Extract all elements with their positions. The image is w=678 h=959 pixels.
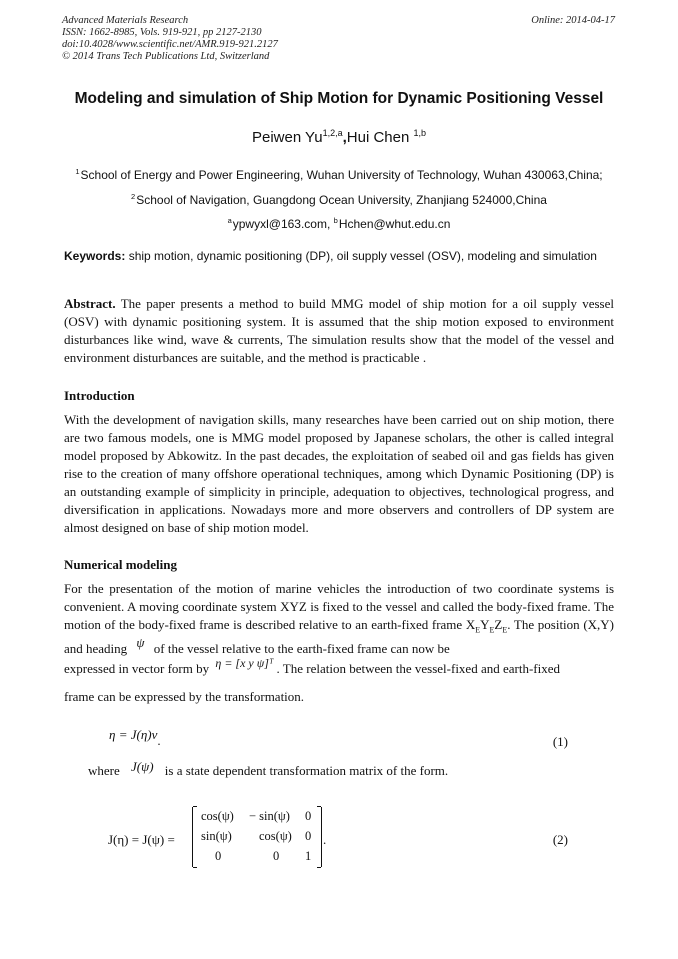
transformation-line: frame can be expressed by the transformation. [64, 689, 305, 704]
paragraph-text: . The relation between the vessel-fixed and earth-fixed [276, 661, 560, 676]
equation-1-number: (1) [552, 734, 568, 749]
author-separator: , [342, 129, 347, 146]
matrix-cell: 0 [305, 829, 312, 843]
email-address[interactable]: ypwyxl@163.com, [232, 217, 331, 231]
section-heading-introduction: Introduction [64, 388, 135, 403]
email-sup: a [227, 216, 232, 225]
subscript: E [475, 625, 481, 635]
matrix-cell: cos(ψ) [201, 809, 234, 823]
affiliation-2 [30, 192, 648, 207]
subscript: E [489, 625, 495, 635]
keywords [64, 248, 614, 265]
author-line [30, 128, 648, 146]
matrix-cell: − sin(ψ) [249, 809, 290, 823]
subscript: E [502, 625, 508, 635]
section-heading-numerical-modeling: Numerical modeling [64, 557, 178, 572]
keywords-text: ship motion, dynamic positioning (DP), oil supply vessel (OSV), modeling and simulation [128, 249, 597, 263]
matrix-cell: 1 [305, 849, 312, 863]
keywords-label: Keywords: [64, 249, 126, 263]
rotation-matrix [192, 807, 322, 867]
matrix-cell: 0 [215, 849, 222, 863]
matrix-cell: cos(ψ) [259, 829, 292, 843]
affil-text: School of Navigation, Guangdong Ocean University, Zhanjiang 524000,China [136, 193, 547, 207]
eta-vector-formula: η = [x y ψ]ᵀ [215, 656, 274, 670]
copyright-line: © 2014 Trans Tech Publications Ltd, Switzerland [62, 51, 270, 62]
abstract-text: The paper presents a method to build MMG model of ship motion for a oil supply vessel (OSV) with dynamic positioning system. It is assumed that the ship motion exposed to environment disturbances like wind, wave & currents, The simulation results show that the model of the vessel and environment disturbances are suitable, and the method is practicable . [64, 296, 614, 365]
equation-2-number: (2) [552, 832, 568, 847]
affil-sup: 1 [75, 167, 80, 176]
matrix-cell: 0 [305, 809, 312, 823]
doi-line: doi:10.4028/www.scientific.net/AMR.919-921.2127 [62, 39, 278, 50]
author-affil-sup: 1,2,a [322, 128, 343, 138]
paragraph-text: For the presentation of the motion of marine vehicles the introduction of two coordinate systems is convenient. A moving coordinate system XYZ is fixed to the vessel and called the body-fixed frame. The motion of the body-fixed frame is described relative to an earth-fixed frame X [64, 581, 614, 632]
email-sup: b [333, 216, 338, 225]
email-line [30, 216, 648, 231]
paper-title: Modeling and simulation of Ship Motion for Dynamic Positioning Vessel [74, 90, 604, 107]
paragraph-text: expressed in vector form by [64, 661, 210, 676]
paragraph-text: Y [480, 617, 490, 632]
paragraph-text: Z [494, 617, 503, 632]
j-psi-symbol: J(ψ) [131, 759, 154, 774]
equation-2-lhs: J(η) = J(ψ) = [108, 832, 175, 847]
email-address[interactable]: Hchen@whut.edu.cn [338, 217, 451, 231]
journal-header [62, 15, 278, 63]
affil-sup: 2 [131, 192, 136, 201]
paragraph-text: . The position (X,Y) and heading [64, 617, 614, 656]
where-word: where [88, 763, 120, 778]
affiliation-1 [30, 167, 648, 182]
equation-1 [109, 727, 161, 748]
author-name: Peiwen Yu [251, 129, 323, 146]
vector-form-line [64, 656, 614, 677]
where-text: is a state dependent transformation matrix of the form. [164, 763, 449, 778]
author-name: Hui Chen [346, 129, 410, 146]
introduction-paragraph: With the development of navigation skills, many researches have been carried out on ship motion, there are two famous models, one is MMG model proposed by Japanese scholars, the other is called integral model proposed by Abkowitz. In the past decades, the exploitation of seabed oil and gas fields has given rise to the creation of many offshore operational techniques, among which Dynamic Positioning (DP) is an outstanding example of simplicity in principle, adequation to objectives, technological progress, and diversification in applications. Nowadays more and more observers and controllers of DP system are almost designed on base of ship motion model. [64, 412, 614, 535]
where-line [88, 759, 449, 779]
equation-dot: . [157, 733, 161, 748]
equation-1-formula: η = J(η)ν [109, 727, 158, 742]
numerical-paragraph [64, 580, 614, 658]
matrix-cell: sin(ψ) [201, 829, 232, 843]
journal-name: Advanced Materials Research [62, 15, 189, 26]
abstract-label: Abstract. [64, 296, 116, 311]
paragraph-text: of the vessel relative to the earth-fixed frame can now be [153, 640, 450, 656]
matrix-cell: 0 [273, 849, 280, 863]
abstract [64, 295, 614, 367]
issn-line: ISSN: 1662-8985, Vols. 919-921, pp 2127-2130 [62, 27, 262, 38]
author-affil-sup: 1,b [413, 128, 427, 138]
affil-text: School of Energy and Power Engineering, Wuhan University of Technology, Wuhan 430063,China; [80, 168, 603, 182]
online-date: Online: 2014-04-17 [531, 15, 615, 26]
psi-symbol: ψ [136, 634, 145, 650]
equation-dot: . [323, 832, 327, 847]
